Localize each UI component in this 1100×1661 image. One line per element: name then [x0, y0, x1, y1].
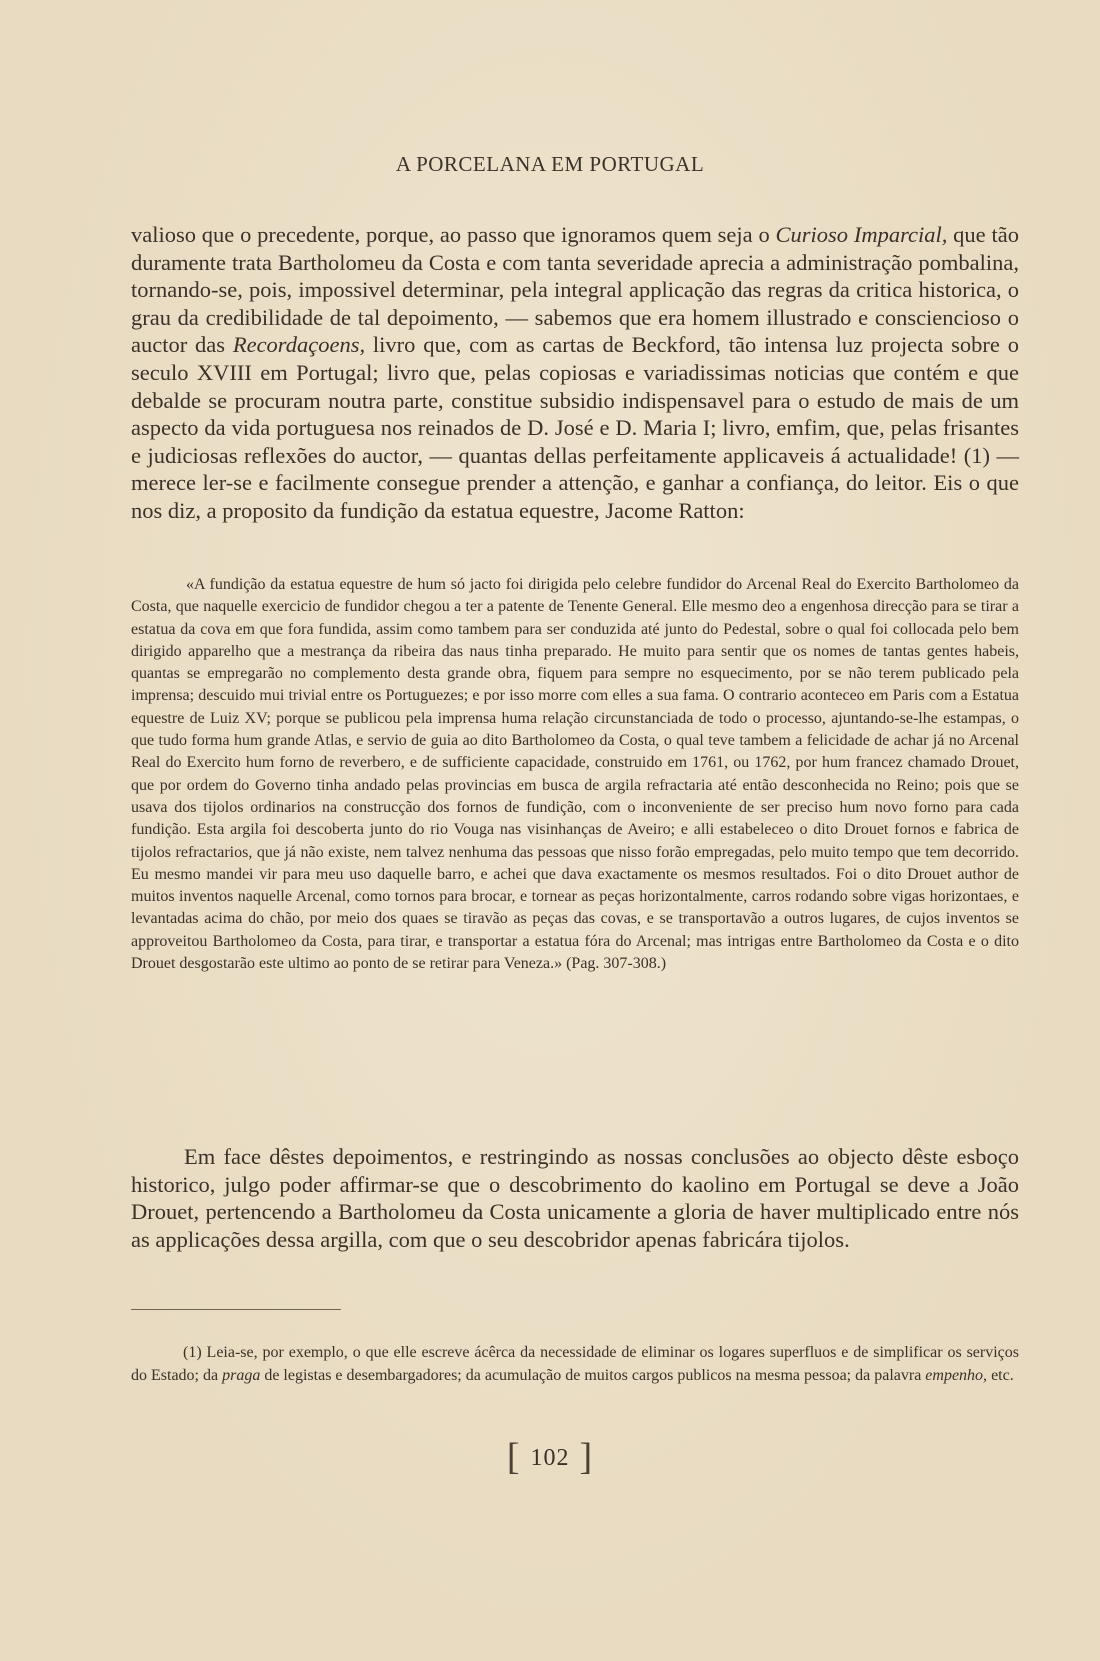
- footnote-1: [131, 1341, 1019, 1387]
- paragraph-1-title-recordacoens: Recordaçoens,: [232, 332, 366, 358]
- ratton-quotation: [131, 574, 1019, 975]
- footnote-text-a: (1) Leia-se, por exemplo, o que elle escreve ácêrca da necessidade de eliminar os logares superfluos e de simplificar os serviços do Estado; da: [131, 1344, 1019, 1384]
- footnote-word-praga: praga: [222, 1367, 261, 1384]
- footnote-text-c: etc.: [987, 1367, 1014, 1384]
- quotation-text: «A fundição da estatua equestre de hum só jacto foi dirigida pelo celebre fundidor do Arcenal Real do Exercito Bartholomeo da Costa, que naquelle exercicio de fundidor chegou a ter a patente de Tenente General. Elle mesmo deo a engenhosa direcção para se tirar a estatua da cova em que fora fundida, assim como tambem para ser conduzida até junto do Pedestal, sobre o qual foi collocada pelo bem dirigido apparelho que a mestrança da ribeira das naus tinha preparado. He muito para sentir que os nomes de tantas gentes habeis, quantas se empregarão no complemento desta grande obra, fiquem para sempre no esquecimento, por se não terem publicado pela imprensa; descuido mui trivial entre os Portuguezes; e por isso morre com elles a sua fama. O contrario aconteceo em Paris com a Estatua equestre de Luiz XV; porque se publicou pela imprensa huma relação circunstanciada de todo o processo, ajuntando-se-lhe estampas, o que tudo forma hum grande Atlas, e servio de guia ao dito Bartholomeo da Costa, o qual teve tambem a felicidade de achar já no Arcenal Real do Exercito hum forno de reverbero, e de sufficiente capacidade, construido em 1761, ou 1762, por hum francez chamado Drouet, que por ordem do Governo tinha andado pelas provincias em busca de argila refractaria até então desconhecida no Reino; pois que se usava dos tijolos ordinarios na construcção dos fornos de fundição, com o inconveniente de ser preciso hum novo forno para cada fundição. Esta argila foi descoberta junto do rio Vouga nas visinhanças de Aveiro; e alli estabeleceo o dito Drouet fornos e fabrica de tijolos refractarios, que já não existe, nem talvez nenhuma das pessoas que nisso forão empregadas, pelo muito tempo que tem decorrido. Eu mesmo mandei vir para meu uso daquelle barro, e achei que dava exactamente os mesmos resultados. Foi o dito Drouet author de muitos inventos naquelle Arcenal, como tornos para brocar, e tornear as peças horizontalmente, carros rodando sobre vigas horizontaes, e levantadas acima do chão, por meio dos quaes se tiravão as peças das covas, e se transportavão a outros lugares, de cujos inventos se approveitou Bartholomeo da Costa, para tirar, e transportar a estatua fóra do Arcenal; mas intrigas entre Bartholomeo da Costa e o dito Drouet desgostarão este ultimo ao ponto de se retirar para Veneza.» (Pag. 307-308.): [131, 576, 1019, 973]
- footnote-rule: [131, 1309, 341, 1310]
- page-number-open-bracket: [: [506, 1436, 521, 1478]
- page-number-close-bracket: ]: [579, 1436, 594, 1478]
- paragraph-2: Em face dêstes depoimentos, e restringindo as nossas conclusões ao objecto dêste esboço historico, julgo poder affirmar-se que o descobrimento do kaolino em Portugal se deve a João Drouet, pertencendo a Bartholomeu da Costa unicamente a gloria de haver multiplicado entre nós as applicações dessa argilla, com que o seu descobridor apenas fabricára tijolos.: [131, 1144, 1019, 1252]
- paragraph-1-text-c: livro que, com as cartas de Beckford, tão intensa luz projecta sobre o seculo XVIII em Portugal; livro que, pelas copiosas e variadissimas noticias que contém e que debalde se procuram noutra parte, constitue subsidio indispensavel para o estudo de mais de um aspecto da vida portuguesa nos reinados de D. José e D. Maria I; livro, emfim, que, pelas frisantes e judiciosas reflexões do auctor, — quantas dellas perfeitamente applicaveis á actualidade! (1) — merece ler-se e facilmente consegue prender a attenção, e ganhar a confiança, do leitor. Eis o que nos diz, a proposito da fundição da estatua equestre, Jacome Ratton:: [131, 332, 1019, 523]
- paragraph-1: [131, 221, 1019, 525]
- page-number-value: 102: [530, 1445, 570, 1471]
- footnote-text-b: de legistas e desembargadores; da acumulação de muitos cargos publicos na mesma pessoa; da palavra: [260, 1367, 926, 1384]
- paragraph-1-text-b: que tão duramente trata Bartholomeu da Costa e com tanta severidade aprecia a administração pombalina, tornando-se, pois, impossivel determinar, pela integral applicação das regras da critica historica, o grau da credibilidade de tal depoimento, — sabemos que era homem illustrado e consciencioso o auctor das: [131, 222, 1019, 358]
- footnote-word-empenho: empenho,: [925, 1367, 988, 1384]
- page-number: [0, 1435, 1100, 1479]
- paragraph-1-title-curioso: Curioso Imparcial,: [775, 222, 948, 247]
- running-head: A PORCELANA EM PORTUGAL: [395, 152, 705, 176]
- paragraph-1-text-a: valioso que o precedente, porque, ao passo que ignoramos quem seja o: [131, 222, 776, 247]
